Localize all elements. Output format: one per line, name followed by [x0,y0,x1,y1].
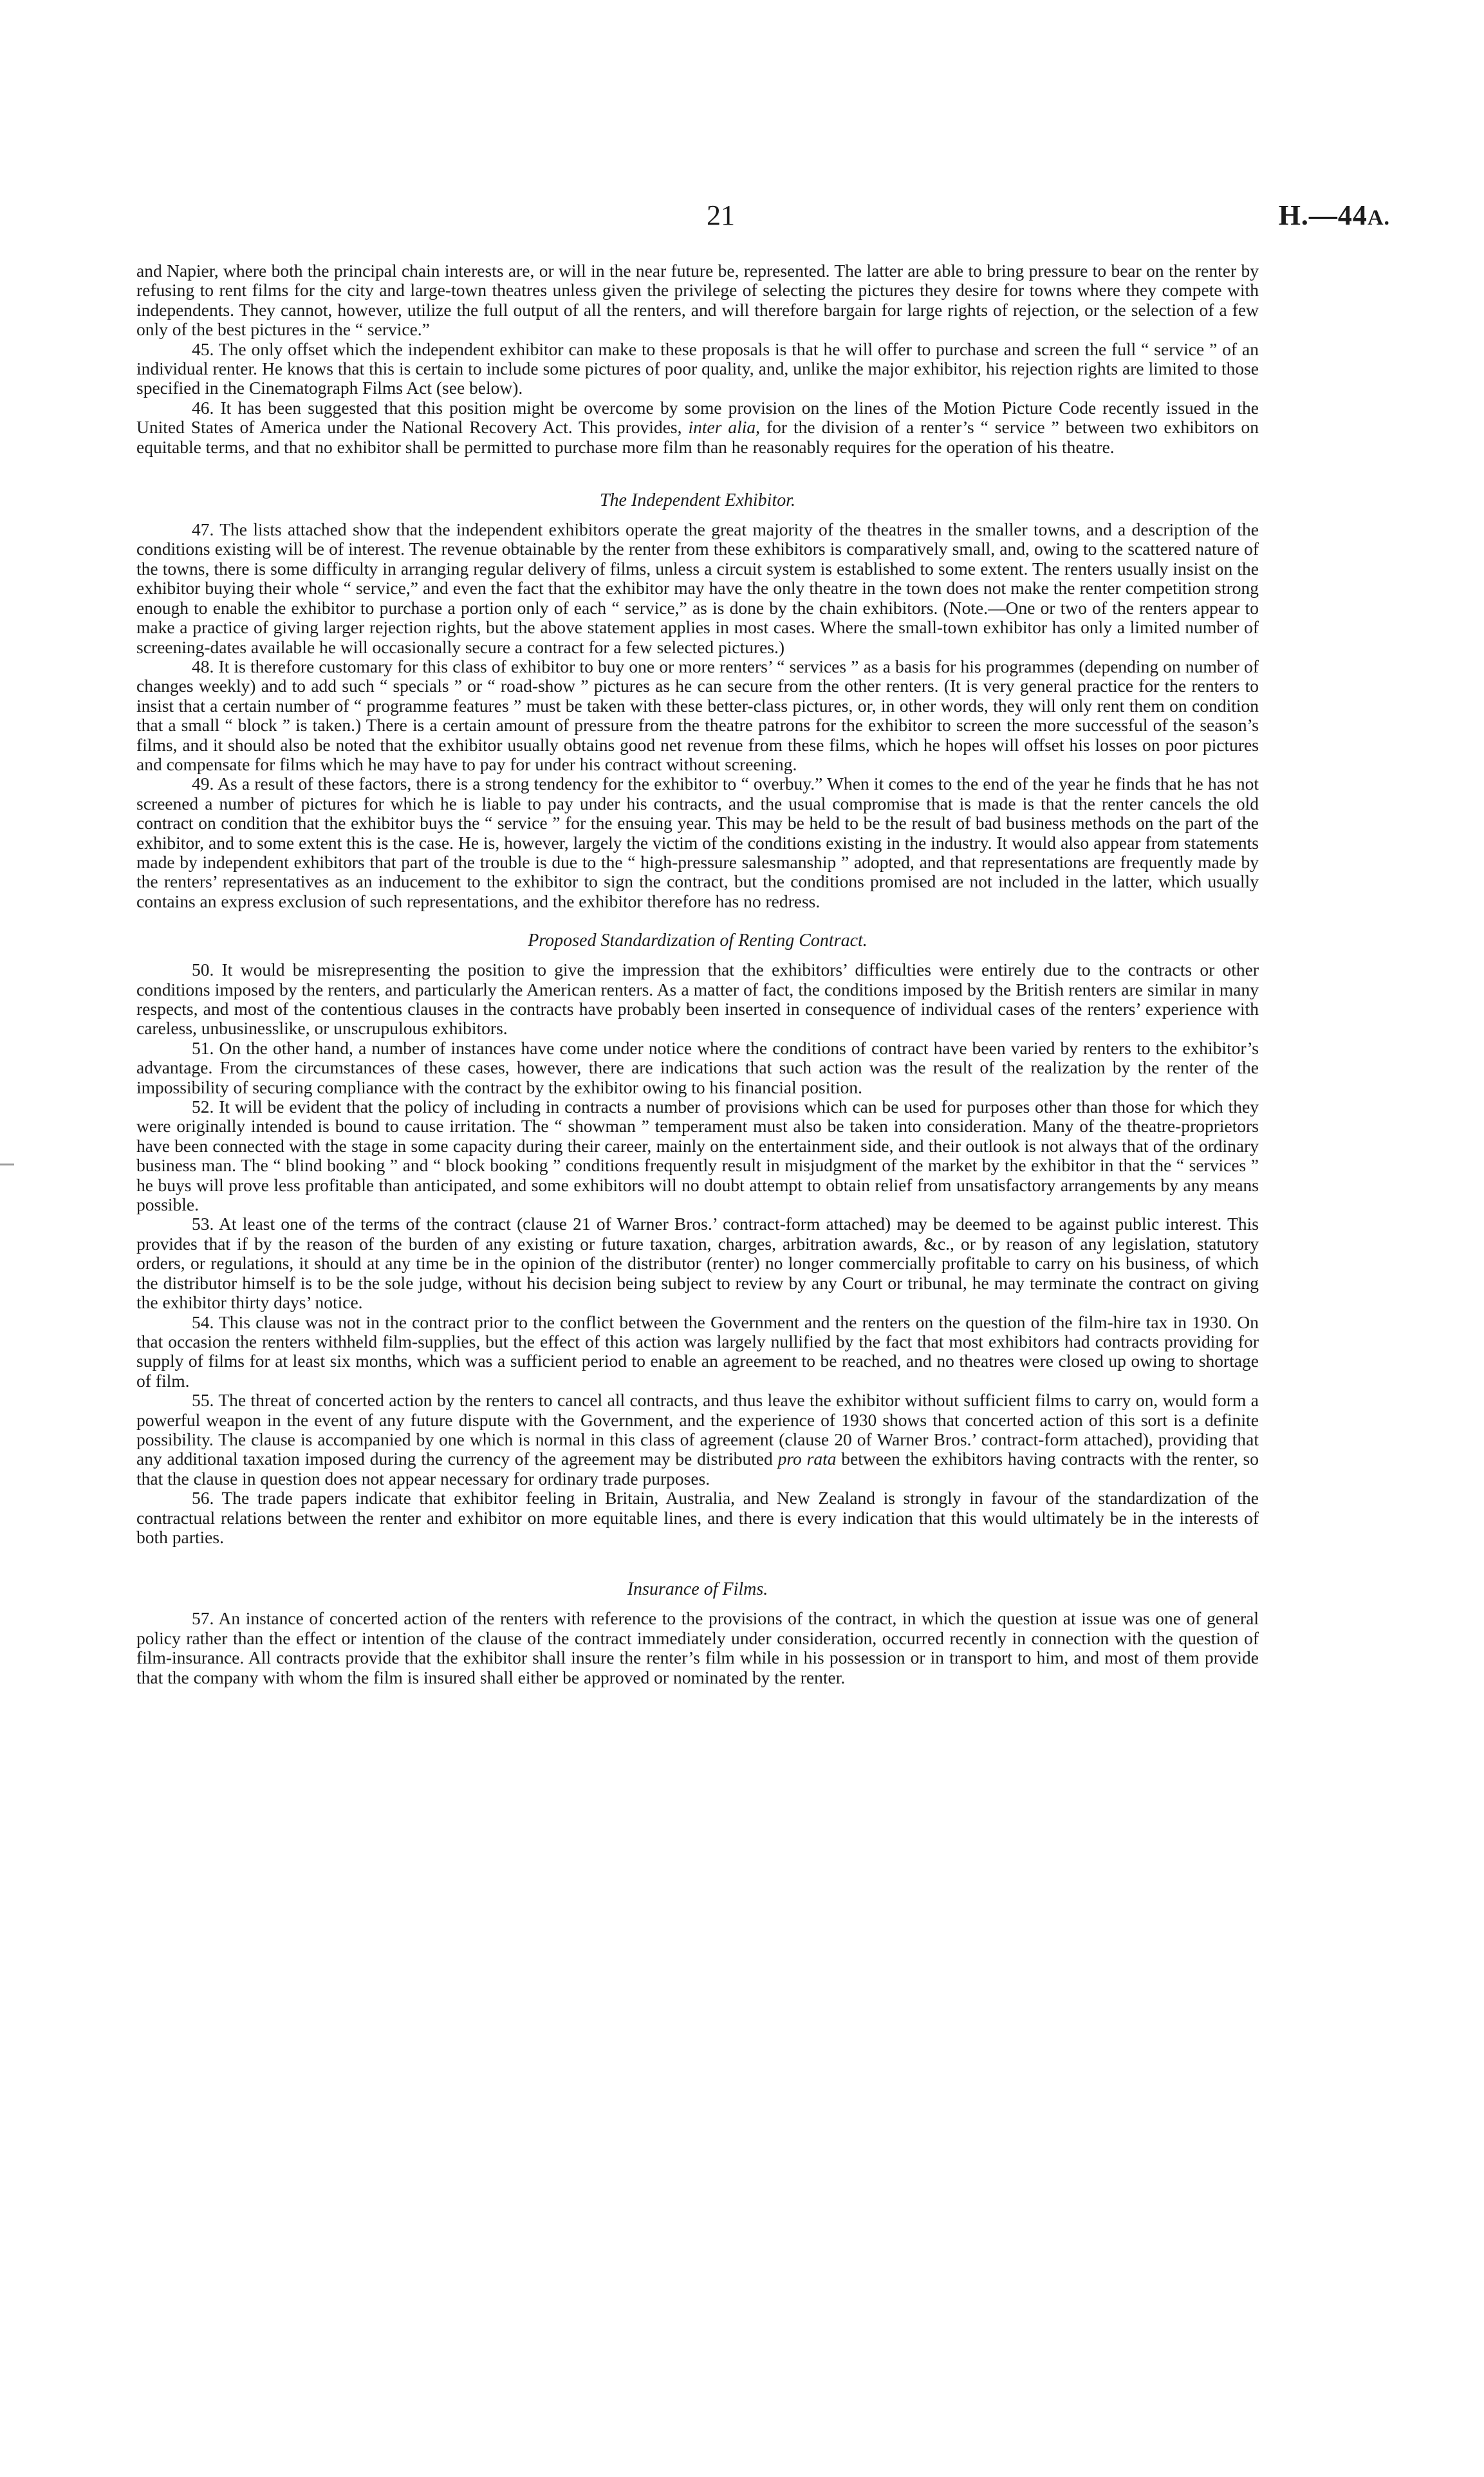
paragraph-46-italic: inter alia [688,417,756,438]
paragraph-54: 54. This clause was not in the contract prior to the conflict between the Government and the renters on the question of the film-hire tax in 1930. On that occasion the renters withheld film-supplies, but the effect of this action was largely nullified by the fact that most exhibitors had contracts providing for supply of films for at least six months, which was a sufficient period to enable an agreement to be reached, and no theatres were closed up owing to shortage of film. [136,1312,1259,1391]
paragraph-46-part-2: , for the division of a renter’s “ service ” between two exhibitors on equitable terms, and that no exhibitor shall be permitted to purchase more film than he reasonably requires for the operation of his theatre. [136,417,1259,457]
paragraph-46-part-1: 46. It has been suggested that this position might be overcome by some provision on the lines of the Motion Picture Code recently issued in the United States of America under the National Recovery Act. This provides, [136,397,1259,438]
paragraph-52: 52. It will be evident that the policy of including in contracts a number of provisions which can be used for purposes other than those for which they were originally intended is bound to cause irritation. The “ showman ” temperament must also be taken into consideration. Many of the theatre-proprietors have been connected with the stage in some capacity during their career, mainly on the entertainment side, and their outlook is not always that of the ordinary business man. The “ blind booking ” and “ block booking ” conditions frequently result in misjudgment of the market by the exhibitor in that the “ services ” he buys will prove less profitable than anticipated, and some exhibitors will no doubt attempt to obtain relief from unsatisfactory arrangements by any means possible. [136,1097,1259,1215]
paragraph-53: 53. At least one of the terms of the contract (clause 21 of Warner Bros.’ contract-form attached) may be deemed to be against public interest. This provides that if by the reason of the burden of any existing or future taxation, charges, arbitration awards, &c., or by reason of any legislation, statutory orders, or regulations, it should at any time be in the opinion of the distributor (renter) no longer commercially profitable to carry on his business, of which the distributor himself is to be the sole judge, without his decision being subject to review by any Court or tribunal, he may terminate the contract on giving the exhibitor thirty days’ notice. [136,1214,1259,1313]
paragraph-44-continued: and Napier, where both the principal chain interests are, or will in the near future be, represented. The latter are able to bring pressure to bear on the renter by refusing to rent films for the city and large-town theatres unless given the privilege of selecting the pictures they desire for towns where they compete with independents. They cannot, however, utilize the full output of all the renters, and will therefore bargain for large rights of rejection, or the selection of a few only of the best pictures in the “ service.” [136,261,1259,340]
section-title-insurance-of-films: Insurance of Films. [627,1579,768,1600]
paragraph-51: 51. On the other hand, a number of instances have come under notice where the conditions of contract have been varied by renters to the exhibitor’s advantage. From the circumstances of these cases, however, there are indications that such action was the result of the realization by the renter of the impossibility of securing compliance with the contract by the exhibitor owing to his financial position. [136,1037,1259,1097]
paragraph-45: 45. The only offset which the independent exhibitor can make to these proposals is that he will offer to purchase and screen the full “ service ” of an individual renter. He knows that this is certain to include some pictures of poor quality, and, unlike the major exhibitor, his rejection rights are limited to those specified in the Cinematograph Films Act (see below). [136,339,1259,398]
page-number: 21 [707,199,735,231]
margin-mark [0,1164,14,1165]
paragraph-56: 56. The trade papers indicate that exhibitor feeling in Britain, Australia, and New Zealand is strongly in favour of the standardization of the contractual relations between the renter and exhibitor on more equitable lines, and there is every indication that this would ultimately be in the interests of both parties. [136,1488,1259,1547]
section-title-independent-exhibitor: The Independent Exhibitor. [599,490,796,511]
paragraph-55-part-2: between the exhibitors having contracts with the renter, so that the clause in question does not appear necessary for ordinary trade purposes. [136,1449,1259,1489]
paragraph-49: 49. As a result of these factors, there is a strong tendency for the exhibitor to “ overbuy.” When it comes to the end of the year he finds that he has not screened a number of pictures for which he is liable to pay under his contracts, and the usual compromise that is made is that the renter cancels the old contract on condition that the exhibitor buys the “ service ” for the ensuing year. This may be held to be the result of bad business methods on the part of the exhibitor, and to some extent this is the case. He is, however, largely the victim of the conditions existing in the industry. It would also appear from statements made by independent exhibitors that part of the trouble is due to the “ high-pressure salesmanship ” adopted, and that representations are frequently made by the renters’ representatives as an inducement to the exhibitor to sign the contract, but the conditions promised are not included in the latter, which usually contains an express exclusion of such representations, and the exhibitor therefore has no redress. [136,774,1259,911]
paragraph-55 [136,1391,1259,1489]
section-title-proposed-standardization: Proposed Standardization of Renting Contract. [528,931,867,951]
page-body [136,261,1259,1687]
document-code [1279,199,1390,234]
document-code-main: H.—44 [1278,199,1368,231]
paragraph-55-part-1: 55. The threat of concerted action by the renters to cancel all contracts, and thus leave the exhibitor without sufficient films to carry on, would form a powerful weapon in the event of any future dispute with the Government, and the experience of 1930 shows that concerted action of this sort is a definite possibility. The clause is accompanied by one which is normal in this class of agreement (clause 20 of Warner Bros.’ contract-form attached), providing that any additional taxation imposed during the currency of the agreement may be distributed [136,1390,1259,1469]
paragraph-46 [136,398,1259,457]
paragraph-50: 50. It would be misrepresenting the position to give the impression that the exhibitors’ difficulties were entirely due to the contracts or other conditions imposed by the renters, and particularly the American renters. As a matter of fact, the conditions imposed by the British renters are similar in many respects, and most of the contentious clauses in the contracts have probably been inserted in consequence of individual cases of the renters’ experience with careless, unbusinesslike, or unscrupulous exhibitors. [136,960,1259,1039]
paragraph-48: 48. It is therefore customary for this class of exhibitor to buy one or more renters’ “ services ” as a basis for his programmes (depending on number of changes weekly) and to add such “ specials ” or “ road-show ” pictures as he can secure from the other renters. (It is very general practice for the renters to insist that a certain number of “ programme features ” must be taken with these better-class pictures, or, in other words, they will only rent them on condition that a small “ block ” is taken.) There is a certain amount of pressure from the theatre patrons for the exhibitor to screen the more successful of the season’s films, and it should also be noted that the exhibitor usually obtains good net revenue from these films, which he hopes will offset his losses on poor pictures and compensate for films which he may have to pay for under his contract without screening. [136,656,1259,774]
paragraph-47: 47. The lists attached show that the independent exhibitors operate the great majority of the theatres in the smaller towns, and a description of the conditions existing will be of interest. The revenue obtainable by the renter from these exhibitors is comparatively small, and, owing to the scattered nature of the towns, there is some difficulty in arranging regular delivery of films, unless a circuit system is established to some extent. The renters usually insist on the exhibitor buying their whole “ service,” and even the fact that the exhibitor may have the only theatre in the town does not make the renter competition strong enough to enable the exhibitor to purchase a portion only of each “ service,” as is done by the chain exhibitors. (Note.—One or two of the renters appear to make a practice of giving larger rejection rights, but the above statement applies in most cases. Where the small-town exhibitor has only a limited number of screening-dates available he will occasionally secure a contract for a few selected pictures.) [136,519,1259,657]
paragraph-57: 57. An instance of concerted action of the renters with reference to the provisions of the contract, in which the question at issue was one of general policy rather than the effect or intention of the clause of the contract immediately under consideration, occurred recently in connection with the question of film-insurance. All contracts provide that the exhibitor shall insure the renter’s film while in his possession or in transport to him, and most of them provide that the company with whom the film is insured shall either be approved or nominated by the renter. [136,1608,1259,1687]
paragraph-55-italic: pro rata [777,1449,837,1469]
document-code-suffix: A. [1367,206,1390,230]
